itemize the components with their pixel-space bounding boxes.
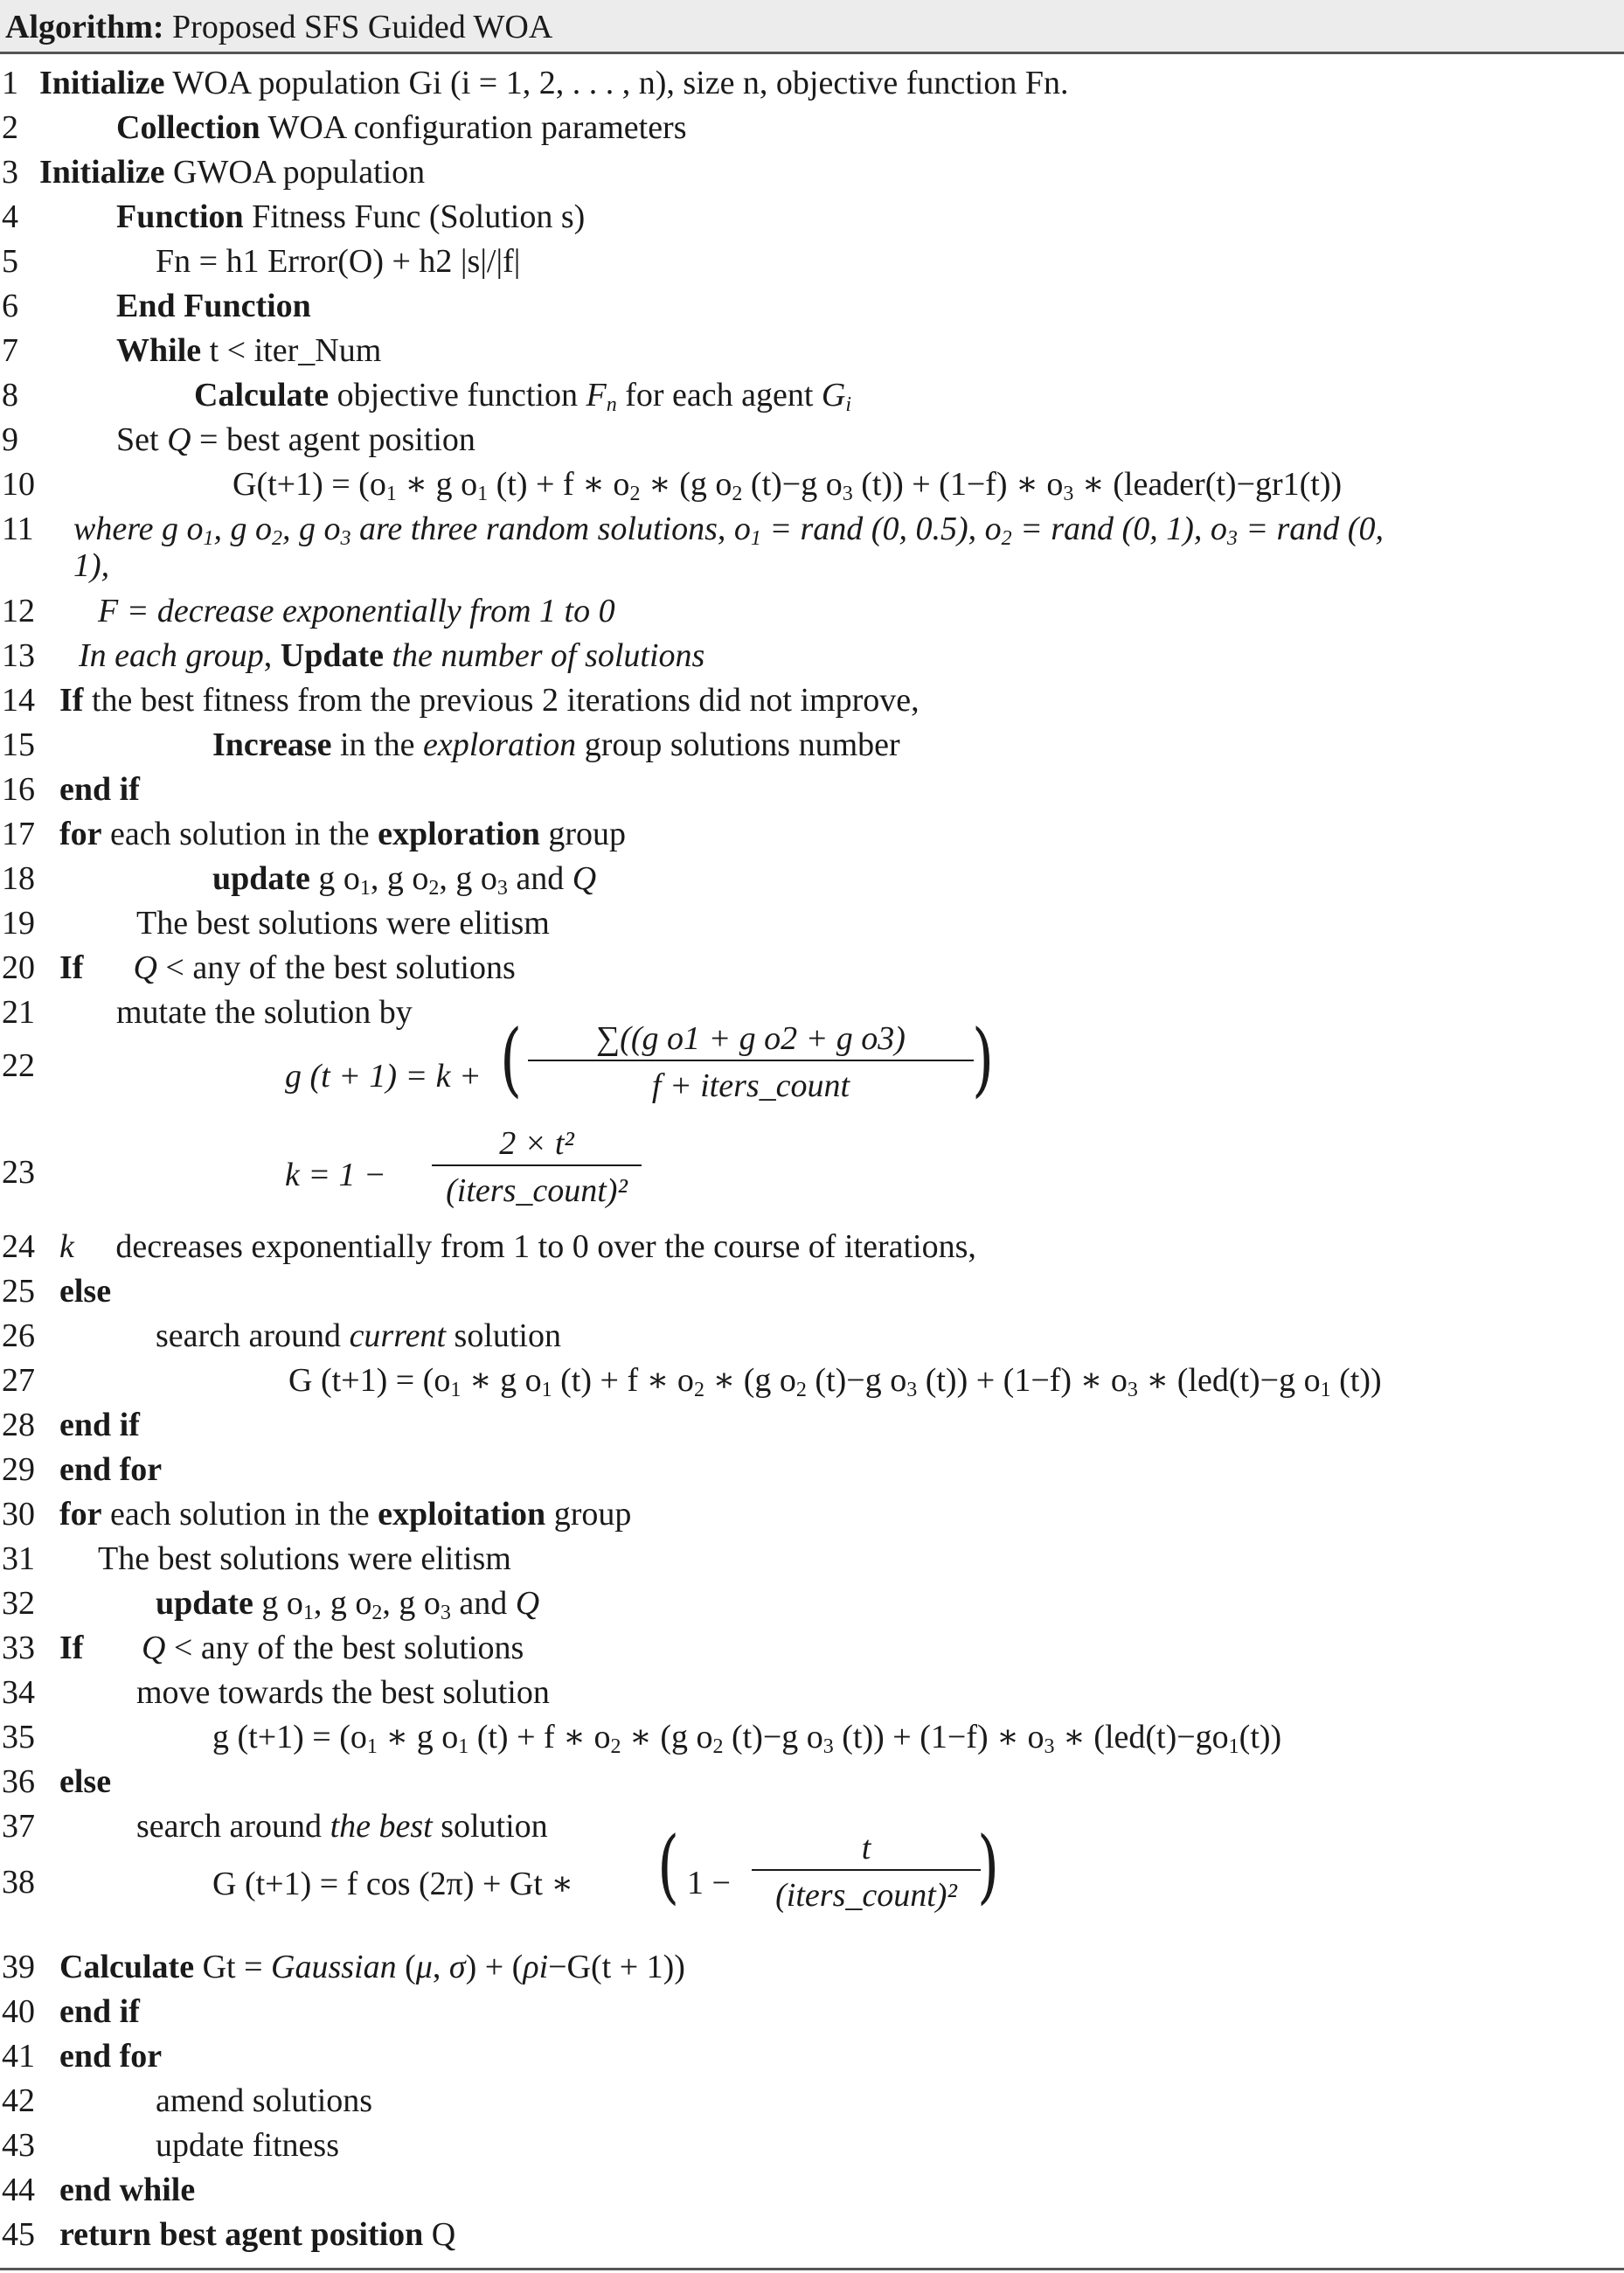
line-number: 5 <box>2 243 18 280</box>
line-content: Fn = h1 Error(O) + h2 |s|/|f| <box>156 243 521 280</box>
line-number: 15 <box>2 726 35 763</box>
line-content: The best solutions were elitism <box>136 905 550 942</box>
line-content: update g $o_1$, g $o_2$, g $o_3$ and Q <box>212 860 597 900</box>
line-number: 16 <box>2 771 35 808</box>
line-number: 34 <box>2 1674 35 1711</box>
line-content: return best agent position Q <box>59 2216 456 2253</box>
line-number: 29 <box>2 1451 35 1488</box>
line-content: Calculate objective function $F_n$ for each agent $G_i$ <box>194 377 852 416</box>
eq23-numerator: 2 × t² <box>499 1125 574 1162</box>
line-number: 9 <box>2 421 18 458</box>
line-number: 22 <box>2 1047 35 1084</box>
eq23-fraction-bar <box>432 1164 642 1166</box>
eq38-one: 1 − <box>687 1865 731 1901</box>
eq38-lhs: G (t+1) = f cos (2π) + Gt ∗ <box>212 1866 574 1902</box>
line-number: 39 <box>2 1949 35 1985</box>
line-content: While t < iter_Num <box>116 332 382 369</box>
line-content: end if <box>59 1993 140 2030</box>
line-number: 17 <box>2 816 35 852</box>
line-content: Initialize GWOA population <box>39 154 426 191</box>
algorithm-header <box>0 0 1624 54</box>
line-content: end for <box>59 1451 163 1488</box>
line-number: 19 <box>2 905 35 942</box>
line-content: g $(t+1) = (o_1$ ∗ g $o_1$ (t) + f ∗ $o_2$ ∗ (g $o_2$ (t)−g $o_3$ (t)) + (1−f) ∗ $o_3$ ∗ $(led(t)-go_1(t))$ <box>212 1719 1282 1758</box>
eq23-denominator: (iters_count)² <box>446 1172 628 1209</box>
line-content: If the best fitness from the previous 2 iterations did not improve, <box>59 682 920 719</box>
line-content: Calculate Gt = Gaussian (μ, σ) + (ρi−G(t + 1)) <box>59 1949 685 1985</box>
line-number: 41 <box>2 2038 35 2075</box>
line-number: 27 <box>2 1362 35 1399</box>
line-number: 25 <box>2 1273 35 1310</box>
line-content: else <box>59 1273 112 1310</box>
line-content: Initialize WOA population Gi (i = 1, 2, . . . , n), size n, objective function Fn. <box>39 65 1069 101</box>
eq38-left-paren: ( <box>657 1819 680 1913</box>
line-content: where g $o_1$, g $o_2$, g $o_3$ are three random solutions, $o_1$ = rand (0, 0.5), $o_2$ = rand (0, 1), $o_3$ = rand (0, <box>73 511 1384 550</box>
line-content: If Q < any of the best solutions <box>59 949 516 986</box>
line-content: Collection WOA configuration parameters <box>116 109 687 146</box>
line-number: 2 <box>2 109 18 146</box>
line-number: 42 <box>2 2082 35 2119</box>
line-content: else <box>59 1763 112 1800</box>
line-content: for each solution in the exploration group <box>59 816 627 852</box>
line-content: F = decrease exponentially from 1 to 0 <box>98 593 615 629</box>
eq22-numerator: ∑((g o1 + g o2 + g o3) <box>596 1020 906 1057</box>
line-content: 1), <box>73 547 110 584</box>
eq23-lhs: k = 1 − <box>285 1157 386 1193</box>
line-content: amend solutions <box>156 2082 373 2119</box>
eq22-left-paren: ( <box>500 1012 523 1106</box>
line-content: end if <box>59 771 140 808</box>
line-number: 1 <box>2 65 18 101</box>
line-number: 31 <box>2 1540 35 1577</box>
algorithm-name: Proposed SFS Guided WOA <box>172 9 553 45</box>
line-number: 11 <box>2 511 34 547</box>
eq22-denominator: f + iters_count <box>651 1067 850 1104</box>
line-number: 13 <box>2 637 35 674</box>
eq22-fraction-bar <box>528 1060 974 1061</box>
line-content: The best solutions were elitism <box>98 1540 511 1577</box>
line-number: 23 <box>2 1154 35 1191</box>
line-content: Function Fitness Func (Solution s) <box>116 198 586 235</box>
line-number: 6 <box>2 288 18 324</box>
bottom-rule <box>0 2268 1624 2270</box>
line-content: search around the best solution <box>136 1808 548 1845</box>
line-number: 14 <box>2 682 35 719</box>
eq38-numerator: t <box>861 1830 871 1866</box>
line-number: 21 <box>2 994 35 1031</box>
line-number: 36 <box>2 1763 35 1800</box>
eq38-denominator: (iters_count)² <box>775 1877 957 1914</box>
line-content: update g $o_1$, g $o_2$, g $o_3$ and Q <box>156 1585 540 1624</box>
eq38-right-paren: ) <box>977 1819 1000 1913</box>
line-content: update fitness <box>156 2127 340 2164</box>
algorithm-label: Algorithm: <box>5 9 164 45</box>
line-number: 28 <box>2 1407 35 1443</box>
line-number: 45 <box>2 2216 35 2253</box>
eq22-lhs: g (t + 1) = k + <box>285 1058 482 1095</box>
line-content: $G(t+1) = (o_1$ ∗ g $o_1$ (t) + f ∗ $o_2$ ∗ (g $o_2$ (t)−g $o_3$ (t)) + (1−f) ∗ $o_3$ ∗ (leader(t)−gr1(t)) <box>232 466 1343 505</box>
line-content: search around current solution <box>156 1317 561 1354</box>
line-number: 40 <box>2 1993 35 2030</box>
line-number: 20 <box>2 949 35 986</box>
line-number: 32 <box>2 1585 35 1622</box>
line-content: k decreases exponentially from 1 to 0 over the course of iterations, <box>59 1228 976 1265</box>
line-number: 18 <box>2 860 35 897</box>
eq38-fraction-bar <box>752 1869 981 1871</box>
line-number: 44 <box>2 2172 35 2208</box>
line-content: for each solution in the exploitation group <box>59 1496 632 1533</box>
line-number: 38 <box>2 1864 35 1901</box>
line-content: end for <box>59 2038 163 2075</box>
line-number: 12 <box>2 593 35 629</box>
line-content: G $(t+1) = (o_1$ ∗ g $o_1$ (t) + f ∗ $o_2$ ∗ (g $o_2$ (t)−g $o_3$ (t)) + (1−f) ∗ $o_3$ ∗ (led(t)−g $o_1$ (t)) <box>288 1362 1382 1401</box>
line-content: mutate the solution by <box>116 994 413 1031</box>
line-number: 3 <box>2 154 18 191</box>
line-number: 35 <box>2 1719 35 1755</box>
line-number: 37 <box>2 1808 35 1845</box>
line-content: end if <box>59 1407 140 1443</box>
algorithm-title <box>5 9 552 45</box>
line-number: 24 <box>2 1228 35 1265</box>
line-number: 7 <box>2 332 18 369</box>
line-content: In each group, Update the number of solutions <box>79 637 705 674</box>
line-number: 30 <box>2 1496 35 1533</box>
line-content: Set Q = best agent position <box>116 421 475 458</box>
line-content: If Q < any of the best solutions <box>59 1630 524 1666</box>
line-number: 10 <box>2 466 35 503</box>
line-number: 4 <box>2 198 18 235</box>
line-content: Increase in the exploration group solutions number <box>212 726 900 763</box>
line-content: End Function <box>116 288 311 324</box>
line-content: move towards the best solution <box>136 1674 550 1711</box>
line-number: 8 <box>2 377 18 414</box>
eq22-right-paren: ) <box>972 1012 995 1106</box>
line-number: 33 <box>2 1630 35 1666</box>
line-number: 43 <box>2 2127 35 2164</box>
line-number: 26 <box>2 1317 35 1354</box>
line-content: end while <box>59 2172 196 2208</box>
